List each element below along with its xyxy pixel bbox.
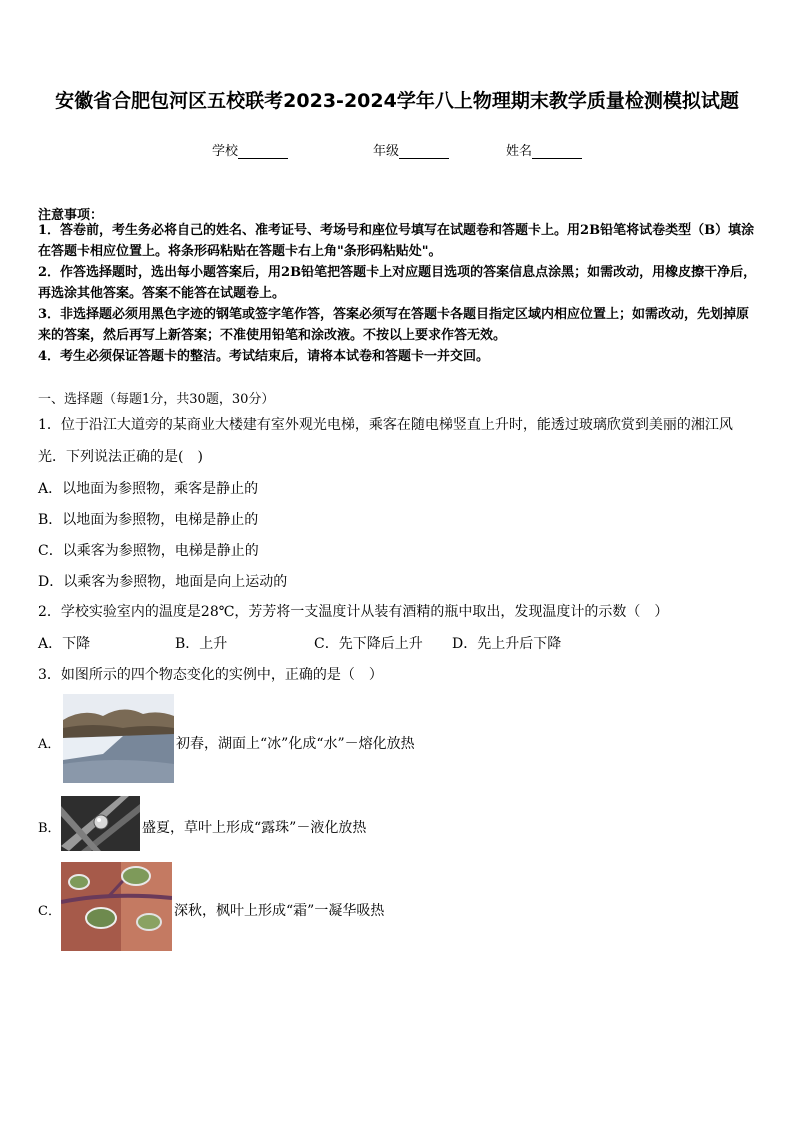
q2-option-c: C．先下降后上升 (314, 636, 423, 652)
grade-label: 年级 (373, 144, 400, 159)
q3-stem: 3．如图所示的四个物态变化的实例中，正确的是（ ） (38, 667, 383, 683)
q2-stem: 2．学校实验室内的温度是28℃，芳芳将一支温度计从装有酒精的瓶中取出，发现温度计的示数（ ） (38, 604, 669, 620)
q2-option-a: A．下降 (38, 636, 91, 652)
name-label: 姓名 (506, 144, 533, 159)
section-heading: 一、选择题（每题1分，共30题，30分） (38, 392, 275, 407)
q1-option-d: D．以乘客为参照物，地面是向上运动的 (38, 574, 288, 590)
school-blank[interactable] (238, 145, 288, 159)
q1-stem-line1: 1．位于沿江大道旁的某商业大楼建有室外观光电梯，乘客在随电梯竖直上升时，能透过玻璃欣赏到美丽的湘江风 (38, 417, 733, 433)
frost-leaves-image (61, 862, 172, 951)
q3-option-c-letter: C． (38, 904, 61, 919)
q2-option-d: D．先上升后下降 (452, 636, 562, 652)
note-item: 4．考生必须保证答题卡的整洁。考试结束后，请将本试卷和答题卡一并交回。 (38, 349, 490, 364)
q3-option-a-text: 初春，湖面上“冰”化成“水”－熔化放热 (176, 736, 415, 752)
dewdrop-grass-image (61, 796, 140, 851)
grade-field (373, 140, 449, 159)
q3-option-b-text: 盛夏，草叶上形成“露珠”－液化放热 (142, 820, 367, 836)
notes-heading: 注意事项： (38, 208, 104, 223)
q1-option-c: C．以乘客为参照物，电梯是静止的 (38, 543, 259, 559)
q1-option-b: B．以地面为参照物，电梯是静止的 (38, 512, 259, 528)
name-field (506, 140, 582, 159)
name-blank[interactable] (532, 145, 582, 159)
note-item: 1．答卷前，考生务必将自己的姓名、准考证号、考场号和座位号填写在试题卷和答题卡上。用2B铅笔将试卷类型（B）填涂在答题卡相应位置上。将条形码粘贴在答题卡右上角"条形码粘贴处"。 (38, 223, 755, 259)
q3-option-a-letter: A． (38, 737, 61, 752)
q2-option-b: B．上升 (175, 636, 228, 652)
school-field (212, 140, 288, 159)
school-label: 学校 (212, 144, 239, 159)
q1-stem-line2: 光．下列说法正确的是( ) (38, 449, 203, 465)
q3-option-b-letter: B． (38, 821, 61, 836)
exam-title: 安徽省合肥包河区五校联考2023-2024学年八上物理期末教学质量检测模拟试题 (55, 90, 739, 112)
note-item: 3．非选择题必须用黑色字迹的钢笔或签字笔作答，答案必须写在答题卡各题目指定区域内相应位置上；如需改动，先划掉原来的答案，然后再写上新答案；不准使用铅笔和涂改液。不按以上要求作答无效。 (38, 307, 750, 343)
q3-option-c-text: 深秋，枫叶上形成“霜”一凝华吸热 (174, 903, 385, 919)
note-item: 2．作答选择题时，选出每小题答案后，用2B铅笔把答题卡上对应题目选项的答案信息点涂黑；如需改动，用橡皮擦干净后，再选涂其他答案。答案不能答在试题卷上。 (38, 265, 757, 301)
frozen-lake-image (63, 694, 174, 783)
q1-option-a: A．以地面为参照物，乘客是静止的 (38, 481, 259, 497)
grade-blank[interactable] (399, 145, 449, 159)
